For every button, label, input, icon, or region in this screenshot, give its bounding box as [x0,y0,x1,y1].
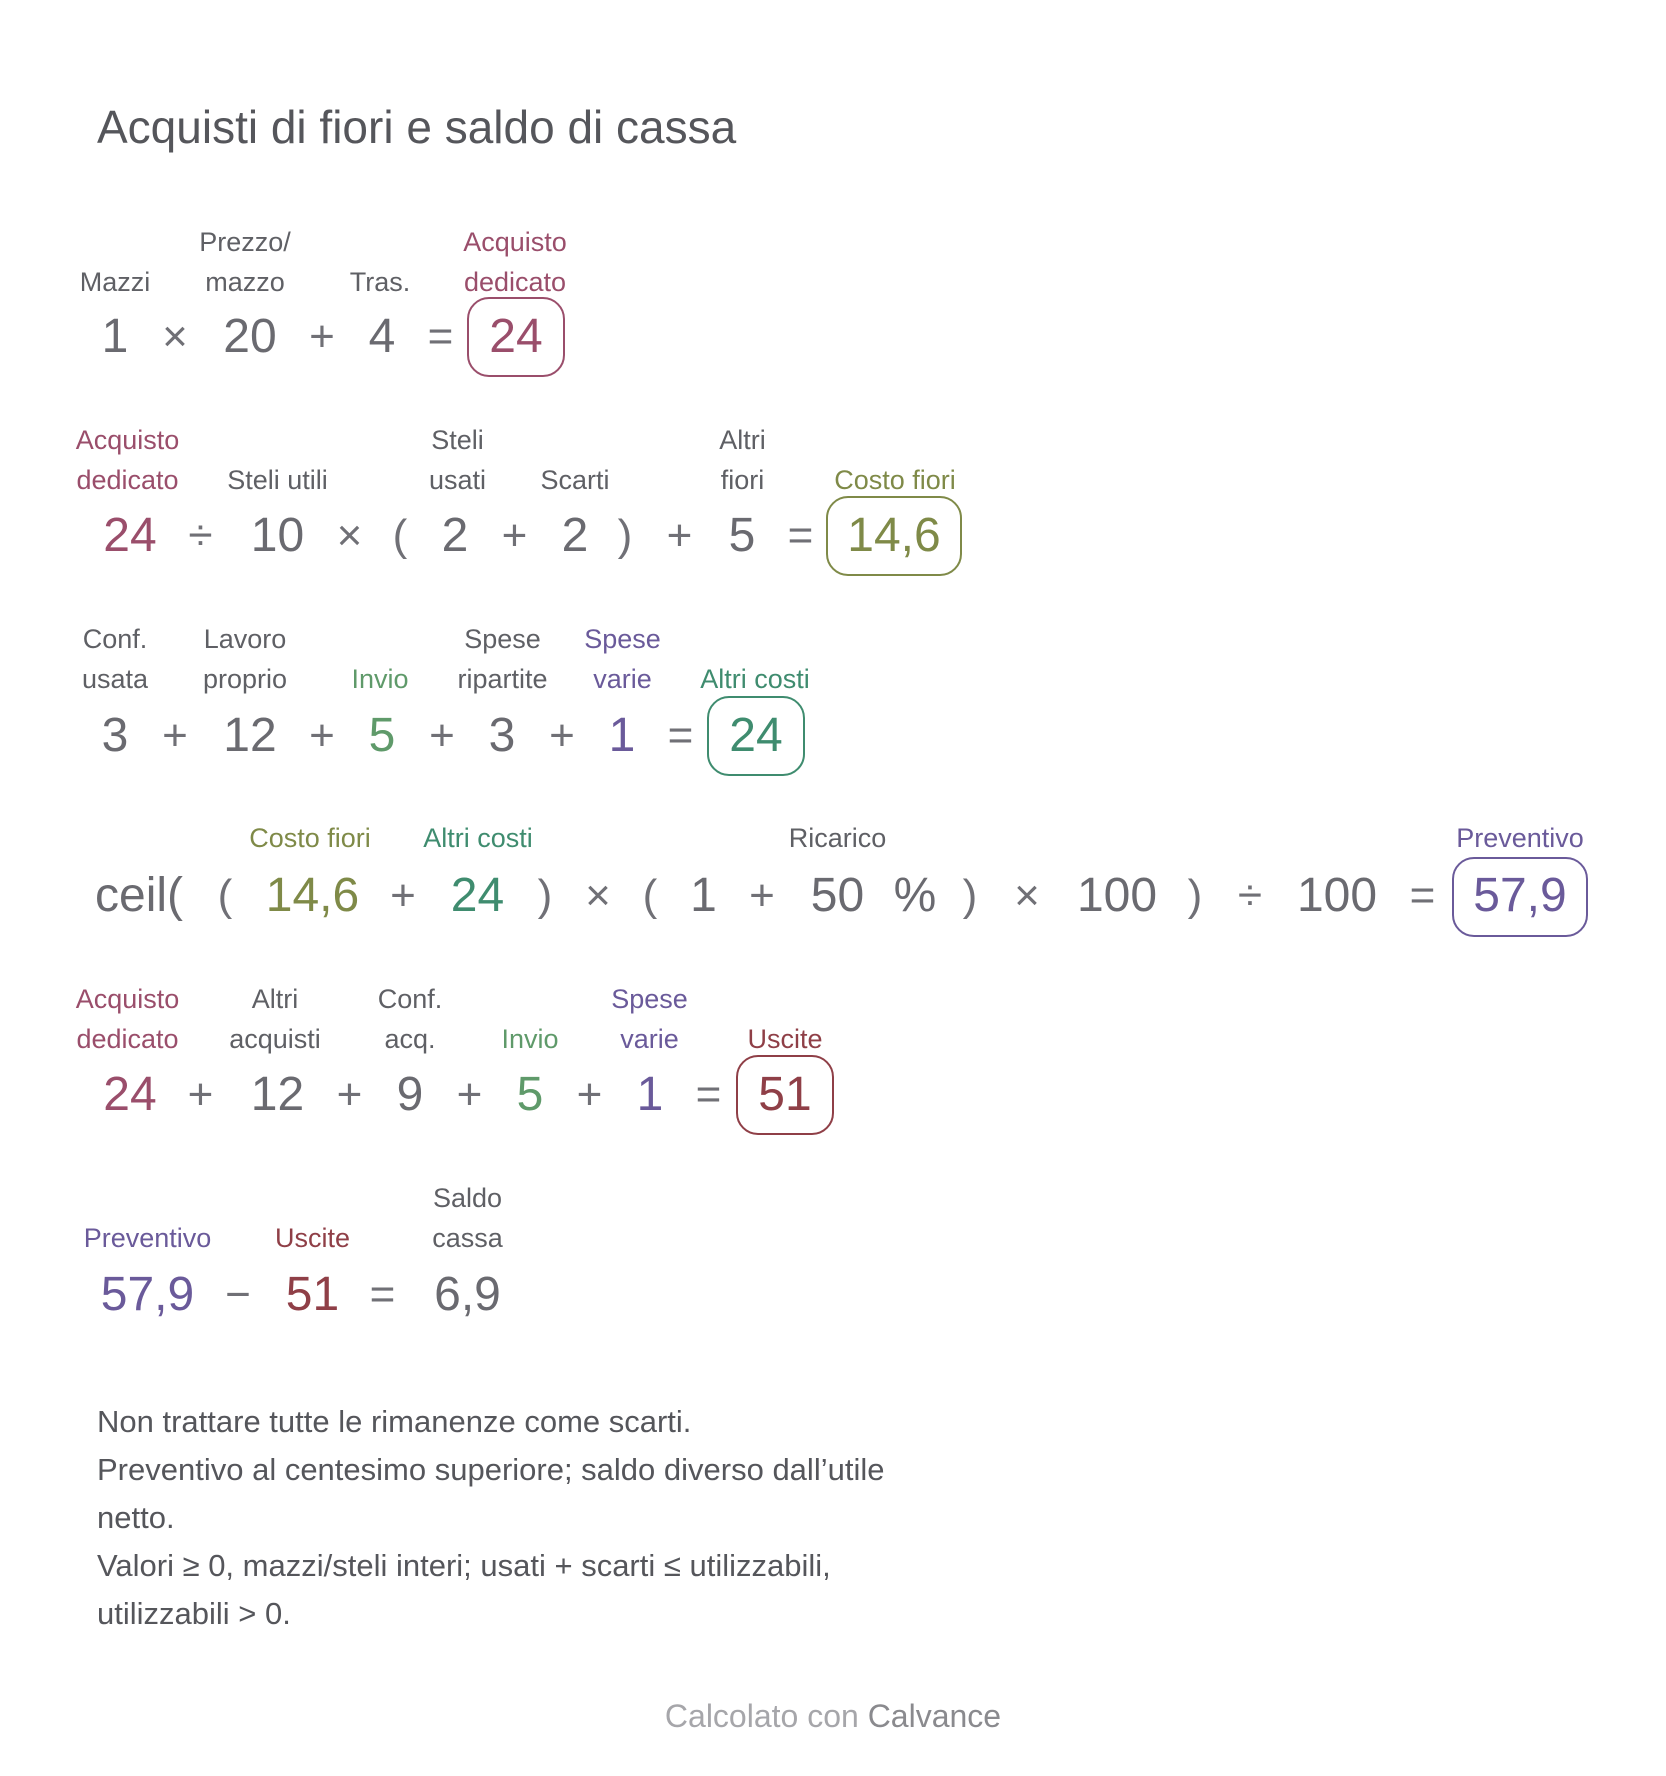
value-altri-acquisti: 12 [250,1068,305,1121]
operator-plus: + [336,1070,363,1119]
operator-plus: + [187,1070,214,1119]
value-lavoro-proprio: 12 [223,709,277,762]
label-costo-fiori: Costo fiori [249,823,371,853]
label-acquisto-line2: dedicato [76,1024,179,1054]
result-costo-fiori: 14,6 [847,509,941,562]
operator-multiply: × [162,312,188,361]
note-line: Non trattare tutte le rimanenze come scarti. [97,1404,692,1439]
operator-minus: − [225,1270,251,1319]
value-steli-usati: 2 [441,509,469,562]
label-saldo-line1: Saldo [432,1183,503,1213]
operator-plus: + [666,511,693,560]
operator-plus: + [162,711,188,760]
value-altri-costi: 24 [450,869,505,922]
value-cento: 100 [1076,869,1158,922]
label-altri-costi: Altri costi [423,823,533,853]
value-invio: 5 [368,709,396,762]
operator-plus: + [576,1070,603,1119]
value-spese-varie: 1 [636,1068,664,1121]
value-uscite: 51 [285,1268,340,1321]
paren-open: ( [217,871,233,920]
note-line: Valori ≥ 0, mazzi/steli interi; usati + scarti ≤ utilizzabili, [97,1548,831,1583]
footer-credit [0,1698,1666,1735]
label-spese-varie-line1: Spese [611,984,688,1014]
value-acquisto-dedicato: 24 [103,1068,157,1121]
label-uscite: Uscite [747,1024,823,1054]
footer-prefix: Calcolato con [664,1698,868,1734]
value-invio: 5 [516,1068,544,1121]
result-acquisto-dedicato: 24 [489,310,543,363]
label-steli-utili: Steli utili [227,465,328,495]
value-steli-utili: 10 [250,509,305,562]
label-spese-rip-line1: Spese [464,624,541,654]
label-costo-fiori: Costo fiori [834,465,956,495]
operator-multiply: × [585,871,611,920]
label-acquisto-line1: Acquisto [463,227,567,257]
operator-plus: + [390,871,416,920]
notes [97,1398,997,1638]
paren-open: ( [642,871,658,920]
operator-plus: + [549,711,575,760]
value-acquisto-dedicato: 24 [103,509,157,562]
operator-plus: + [749,871,775,920]
label-prezzo-line2: mazzo [205,267,285,297]
function-ceil: ceil( [95,869,184,922]
label-conf-acq-line2: acq. [384,1024,436,1054]
paren-close: ) [962,871,978,920]
note-line: Preventivo al centesimo superiore; saldo diverso dall’utile [97,1452,885,1487]
value-scarti: 2 [561,509,589,562]
label-conf-line1: Conf. [82,624,148,654]
label-acquisto-line1: Acquisto [75,425,180,455]
operator-plus: + [309,312,335,361]
label-mazzi: Mazzi [79,267,151,297]
page-title: Acquisti di fiori e saldo di cassa [97,101,737,153]
operator-multiply: × [336,511,363,560]
label-spese-varie-line2: varie [593,664,652,694]
label-spese-varie-line2: varie [620,1024,679,1054]
operator-equals: = [695,1070,722,1119]
label-acquisto-line1: Acquisto [75,984,180,1014]
label-uscite: Uscite [274,1223,350,1253]
paren-open: ( [392,511,408,560]
label-saldo-line2: cassa [432,1223,503,1253]
value-mazzi: 1 [101,310,129,363]
paren-close: ) [1187,871,1203,920]
operator-plus: + [309,711,335,760]
result-preventivo: 57,9 [1473,869,1567,922]
label-invio: Invio [501,1024,559,1054]
label-conf-acq-line1: Conf. [377,984,443,1014]
operator-equals: = [427,312,454,361]
label-altri-acquisti-line1: Altri [251,984,299,1014]
operator-equals: = [369,1270,396,1319]
operator-equals: = [1409,871,1436,920]
value-costo-fiori: 14,6 [265,869,360,922]
footer-brand[interactable]: Calvance [867,1698,1002,1734]
value-spese-varie: 1 [608,709,636,762]
label-altri-fiori-line2: fiori [720,465,765,495]
operator-multiply: × [1014,871,1040,920]
value-tras: 4 [368,310,396,363]
result-uscite: 51 [758,1068,812,1121]
label-acquisto-line2: dedicato [463,267,567,297]
operator-plus: + [501,511,528,560]
value-prezzo: 20 [223,310,277,363]
paren-close: ) [537,871,553,920]
value-cento: 100 [1296,869,1378,922]
label-spese-varie-line1: Spese [584,624,661,654]
label-invio: Invio [351,664,409,694]
operator-plus: + [456,1070,483,1119]
value-one: 1 [690,869,717,922]
label-scarti: Scarti [540,465,610,495]
note-line: netto. [97,1500,175,1535]
label-conf-line2: usata [81,664,149,694]
operator-equals: = [667,711,694,760]
value-saldo-cassa: 6,9 [434,1268,501,1321]
value-conf-acq: 9 [396,1068,424,1121]
label-acquisto-line2: dedicato [76,465,179,495]
result-altri-costi: 24 [729,709,783,762]
operator-equals: = [787,511,814,560]
label-tras: Tras. [349,267,411,297]
label-spese-rip-line2: ripartite [457,664,548,694]
label-lavoro-line1: Lavoro [203,624,287,654]
paren-close: ) [617,511,633,560]
operator-plus: + [429,711,455,760]
label-preventivo: Preventivo [83,1223,212,1253]
operator-divide: ÷ [1237,871,1263,920]
operator-divide: ÷ [188,511,213,560]
label-altri-acquisti-line2: acquisti [229,1024,321,1054]
percent-sign: % [893,869,937,922]
label-prezzo-line1: Prezzo/ [199,227,291,257]
value-preventivo: 57,9 [100,1268,195,1321]
label-altri-costi: Altri costi [700,664,810,694]
label-preventivo: Preventivo [1456,823,1584,853]
label-ricarico: Ricarico [788,823,887,853]
value-conf-usata: 3 [101,709,129,762]
label-steli-usati-line2: usati [428,465,487,495]
label-steli-usati-line1: Steli [431,425,484,455]
note-line: utilizzabili > 0. [97,1596,291,1631]
label-altri-fiori-line1: Altri [719,425,766,455]
value-altri-fiori: 5 [728,509,756,562]
value-ricarico: 50 [810,869,865,922]
value-spese-ripartite: 3 [488,709,516,762]
label-lavoro-line2: proprio [202,664,288,694]
